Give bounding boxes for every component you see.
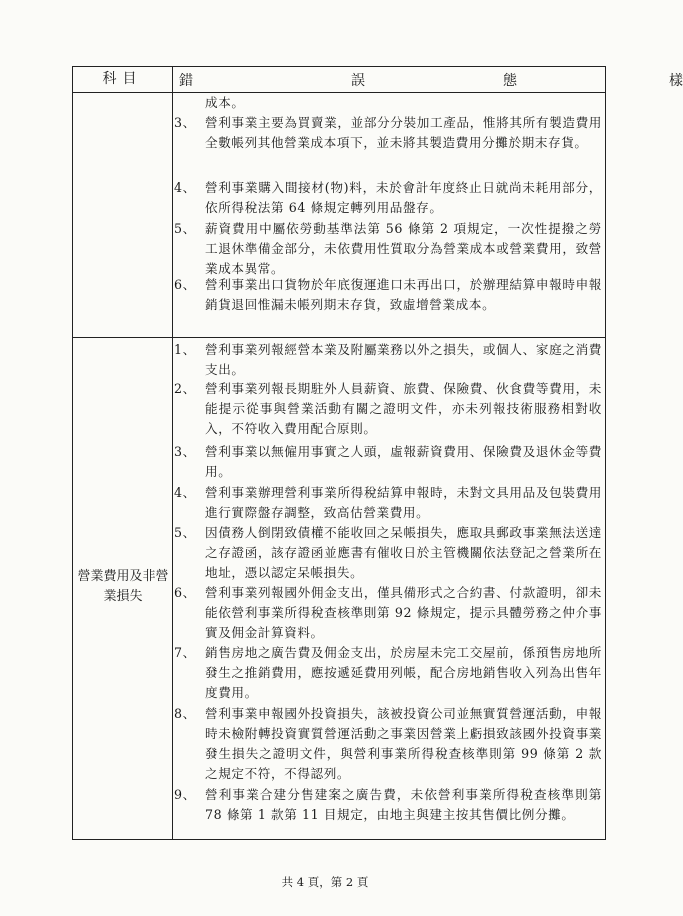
header-subject: 科目	[102, 71, 143, 87]
list-item	[174, 178, 602, 218]
list-item	[174, 442, 602, 482]
continuation-text: 成本。	[205, 95, 245, 110]
item-number: 7、	[174, 645, 196, 660]
list-item	[174, 113, 602, 153]
list-item	[174, 483, 602, 523]
header-divider	[73, 92, 605, 93]
item-text: 薪資費用中屬依勞動基準法第 56 條第 2 項規定，一次性提撥之勞工退休準備金部分，未依費用性質取分為營業成本或營業費用，致營業成本異常。	[205, 221, 602, 276]
item-text: 營利事業合建分售建案之廣告費，未依營利事業所得稅查核準則第 78 條第 1 款第 11 目規定，由地主與建主按其售價比例分攤。	[205, 787, 602, 822]
item-number: 5、	[174, 221, 196, 236]
list-item	[174, 219, 602, 279]
header-error-char: 樣	[669, 73, 683, 89]
item-number: 6、	[174, 277, 196, 292]
list-item	[174, 643, 602, 703]
item-number: 6、	[174, 585, 196, 600]
item-number: 3、	[174, 115, 196, 130]
column-divider	[172, 67, 173, 839]
section-divider	[73, 337, 605, 338]
header-error-char: 錯	[179, 73, 193, 89]
list-item	[174, 340, 602, 380]
list-item	[174, 275, 602, 315]
item-text: 因債務人倒閉致債權不能收回之呆帳損失，應取具郵政事業無法送達之存證函，該存證函並應書有催收日於主管機關依法登記之營業所在地址，憑以認定呆帳損失。	[205, 525, 602, 580]
item-text: 營利事業購入間接材(物)料，未於會計年度終止日就尚未耗用部分，依所得稅法第 64 條規定轉列用品盤存。	[205, 180, 602, 215]
list-item	[174, 583, 602, 643]
item-text: 營利事業辦理營利事業所得稅結算申報時，未對文具用品及包裝費用進行實際盤存調整，致高估營業費用。	[205, 485, 602, 520]
list-item	[174, 785, 602, 825]
item-number: 9、	[174, 787, 196, 802]
item-number: 4、	[174, 485, 196, 500]
page-footer: 共 4 頁，第 2 頁	[281, 875, 369, 889]
item-text: 營利事業申報國外投資損失，該被投資公司並無實質營運活動，申報時未檢附轉投資實質營運活動之事業因營業上虧損致該國外投資事業發生損失之證明文件，與營利事業所得稅查核準則第 99 條第 2 款之規定不符，不得認列。	[205, 706, 602, 781]
item-text: 營利事業主要為買賣業，並部分分裝加工產品，惟將其所有製造費用全數帳列其他營業成本項下，並未將其製造費用分攤於期末存貨。	[205, 115, 602, 150]
item-text: 銷售房地之廣告費及佣金支出，於房屋未完工交屋前，係預售房地所發生之推銷費用，應按遞延費用列帳，配合房地銷售收入列為出售年度費用。	[205, 645, 602, 700]
item-number: 5、	[174, 525, 196, 540]
error-table	[72, 66, 683, 840]
list-item	[174, 704, 602, 784]
item-text: 營利事業列報國外佣金支出，僅具備形式之合約書、付款證明，卻未能依營利事業所得稅查核準則第 92 條規定，提示具體勞務之仲介事實及佣金計算資料。	[205, 585, 602, 640]
header-error-char: 誤	[351, 73, 365, 89]
header-errors	[173, 67, 683, 92]
item-number: 8、	[174, 706, 196, 721]
item-number: 2、	[174, 381, 196, 396]
item-number: 4、	[174, 180, 196, 195]
section-label: 營業費用及非營業損失	[77, 569, 169, 604]
item-text: 營利事業列報經營本業及附屬業務以外之損失，或個人、家庭之消費支出。	[205, 342, 602, 377]
item-text: 營利事業列報長期駐外人員薪資、旅費、保險費、伙食費等費用，未能提示從事與營業活動有關之證明文件，亦未列報技術服務相對收入，不符收入費用配合原則。	[205, 381, 602, 436]
item-number: 3、	[174, 444, 196, 459]
list-item	[174, 523, 602, 583]
item-number: 1、	[174, 342, 196, 357]
item-text: 營利事業以無僱用事實之人頭，虛報薪資費用、保險費及退休金等費用。	[205, 444, 602, 479]
list-item	[174, 379, 602, 439]
header-error-char: 態	[503, 73, 517, 89]
item-text: 營利事業出口貨物於年底復運進口未再出口，於辦理結算申報時申報銷貨退回惟漏未帳列期末存貨，致虛增營業成本。	[205, 277, 602, 312]
